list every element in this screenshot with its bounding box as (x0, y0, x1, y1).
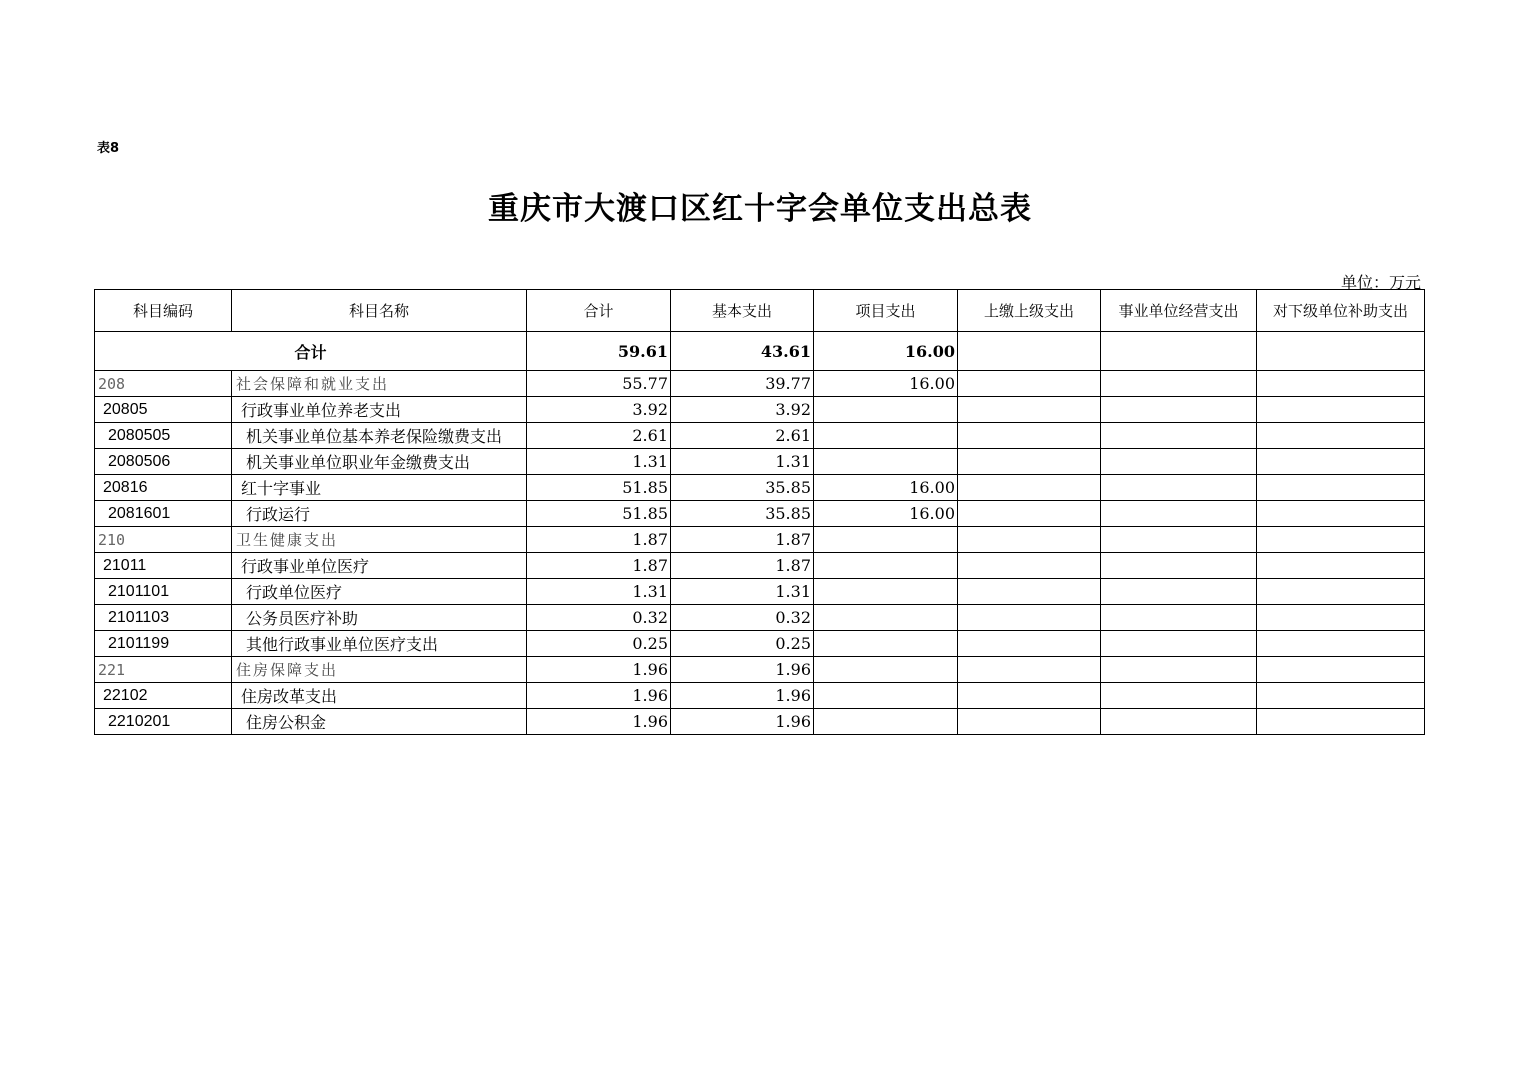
row-sum: 1.87 (527, 553, 671, 579)
table-row (95, 657, 1425, 683)
table-row (95, 397, 1425, 423)
row-code: 2081601 (95, 501, 232, 527)
row-code: 221 (95, 657, 232, 683)
row-name: 住房公积金 (232, 709, 527, 735)
row-project (814, 631, 958, 657)
row-upper (958, 709, 1101, 735)
row-project (814, 657, 958, 683)
row-code: 20805 (95, 397, 232, 423)
row-project (814, 605, 958, 631)
row-subsidy (1257, 605, 1425, 631)
row-name: 公务员医疗补助 (232, 605, 527, 631)
row-upper (958, 631, 1101, 657)
row-business (1101, 631, 1257, 657)
total-business (1101, 332, 1257, 371)
row-name: 行政事业单位医疗 (232, 553, 527, 579)
row-sum: 1.96 (527, 683, 671, 709)
row-project (814, 449, 958, 475)
row-subsidy (1257, 527, 1425, 553)
row-basic: 2.61 (671, 423, 814, 449)
row-business (1101, 579, 1257, 605)
row-code: 2080506 (95, 449, 232, 475)
row-project (814, 579, 958, 605)
table-row (95, 475, 1425, 501)
row-business (1101, 501, 1257, 527)
expenditure-table (94, 289, 1425, 735)
row-sum: 1.87 (527, 527, 671, 553)
row-upper (958, 553, 1101, 579)
row-subsidy (1257, 501, 1425, 527)
row-project (814, 527, 958, 553)
row-sum: 0.25 (527, 631, 671, 657)
row-name: 社会保障和就业支出 (232, 371, 527, 397)
row-basic: 1.96 (671, 683, 814, 709)
row-subsidy (1257, 371, 1425, 397)
row-project (814, 553, 958, 579)
row-upper (958, 397, 1101, 423)
row-sum: 1.31 (527, 449, 671, 475)
row-subsidy (1257, 657, 1425, 683)
row-upper (958, 527, 1101, 553)
row-business (1101, 709, 1257, 735)
row-sum: 3.92 (527, 397, 671, 423)
row-project (814, 709, 958, 735)
row-upper (958, 657, 1101, 683)
total-sum: 59.61 (527, 332, 671, 371)
row-code: 22102 (95, 683, 232, 709)
row-name: 行政事业单位养老支出 (232, 397, 527, 423)
row-basic: 1.96 (671, 657, 814, 683)
row-name: 其他行政事业单位医疗支出 (232, 631, 527, 657)
row-business (1101, 449, 1257, 475)
row-business (1101, 475, 1257, 501)
table-row (95, 553, 1425, 579)
table-row (95, 579, 1425, 605)
row-subsidy (1257, 397, 1425, 423)
row-business (1101, 397, 1257, 423)
row-name: 卫生健康支出 (232, 527, 527, 553)
row-upper (958, 423, 1101, 449)
header-upper: 上缴上级支出 (958, 290, 1101, 332)
row-code: 2101103 (95, 605, 232, 631)
row-basic: 1.87 (671, 553, 814, 579)
row-subsidy (1257, 709, 1425, 735)
row-project: 16.00 (814, 475, 958, 501)
row-project (814, 397, 958, 423)
row-name: 行政单位医疗 (232, 579, 527, 605)
row-code: 2210201 (95, 709, 232, 735)
row-upper (958, 579, 1101, 605)
table-row (95, 631, 1425, 657)
row-upper (958, 449, 1101, 475)
row-sum: 1.31 (527, 579, 671, 605)
header-subsidy: 对下级单位补助支出 (1257, 290, 1425, 332)
row-sum: 51.85 (527, 475, 671, 501)
header-business: 事业单位经营支出 (1101, 290, 1257, 332)
row-subsidy (1257, 683, 1425, 709)
row-name: 红十字事业 (232, 475, 527, 501)
header-basic: 基本支出 (671, 290, 814, 332)
row-project (814, 423, 958, 449)
row-business (1101, 423, 1257, 449)
row-basic: 1.31 (671, 579, 814, 605)
total-row (95, 332, 1425, 371)
row-upper (958, 683, 1101, 709)
page-title: 重庆市大渡口区红十字会单位支出总表 (488, 191, 1032, 227)
table-number: 表8 (97, 141, 120, 156)
row-sum: 55.77 (527, 371, 671, 397)
table-row (95, 709, 1425, 735)
table-row (95, 605, 1425, 631)
row-project (814, 683, 958, 709)
row-subsidy (1257, 449, 1425, 475)
row-business (1101, 371, 1257, 397)
row-subsidy (1257, 553, 1425, 579)
row-code: 208 (95, 371, 232, 397)
row-name: 行政运行 (232, 501, 527, 527)
table-row (95, 449, 1425, 475)
row-code: 21011 (95, 553, 232, 579)
row-business (1101, 683, 1257, 709)
row-basic: 3.92 (671, 397, 814, 423)
total-label: 合计 (95, 332, 527, 371)
total-upper (958, 332, 1101, 371)
row-upper (958, 371, 1101, 397)
row-name: 机关事业单位职业年金缴费支出 (232, 449, 527, 475)
row-business (1101, 527, 1257, 553)
row-name: 住房保障支出 (232, 657, 527, 683)
header-row (95, 290, 1425, 332)
header-project: 项目支出 (814, 290, 958, 332)
header-name: 科目名称 (232, 290, 527, 332)
row-code: 20816 (95, 475, 232, 501)
row-business (1101, 553, 1257, 579)
header-sum: 合计 (527, 290, 671, 332)
header-code: 科目编码 (95, 290, 232, 332)
table-row (95, 683, 1425, 709)
row-sum: 1.96 (527, 657, 671, 683)
row-sum: 2.61 (527, 423, 671, 449)
row-basic: 39.77 (671, 371, 814, 397)
row-basic: 35.85 (671, 475, 814, 501)
row-subsidy (1257, 423, 1425, 449)
row-basic: 0.32 (671, 605, 814, 631)
row-project: 16.00 (814, 501, 958, 527)
row-sum: 1.96 (527, 709, 671, 735)
row-basic: 1.96 (671, 709, 814, 735)
total-project: 16.00 (814, 332, 958, 371)
row-basic: 1.31 (671, 449, 814, 475)
row-subsidy (1257, 631, 1425, 657)
row-sum: 0.32 (527, 605, 671, 631)
row-basic: 1.87 (671, 527, 814, 553)
row-sum: 51.85 (527, 501, 671, 527)
row-upper (958, 501, 1101, 527)
row-business (1101, 605, 1257, 631)
row-subsidy (1257, 475, 1425, 501)
table-row (95, 371, 1425, 397)
row-name: 住房改革支出 (232, 683, 527, 709)
row-code: 2080505 (95, 423, 232, 449)
row-basic: 0.25 (671, 631, 814, 657)
row-code: 210 (95, 527, 232, 553)
row-upper (958, 475, 1101, 501)
row-basic: 35.85 (671, 501, 814, 527)
row-business (1101, 657, 1257, 683)
row-code: 2101101 (95, 579, 232, 605)
row-project: 16.00 (814, 371, 958, 397)
row-upper (958, 605, 1101, 631)
row-name: 机关事业单位基本养老保险缴费支出 (232, 423, 527, 449)
total-basic: 43.61 (671, 332, 814, 371)
total-subsidy (1257, 332, 1425, 371)
table-row (95, 501, 1425, 527)
table-row (95, 423, 1425, 449)
row-subsidy (1257, 579, 1425, 605)
unit-label: 单位：万元 (1340, 273, 1421, 292)
table-row (95, 527, 1425, 553)
row-code: 2101199 (95, 631, 232, 657)
